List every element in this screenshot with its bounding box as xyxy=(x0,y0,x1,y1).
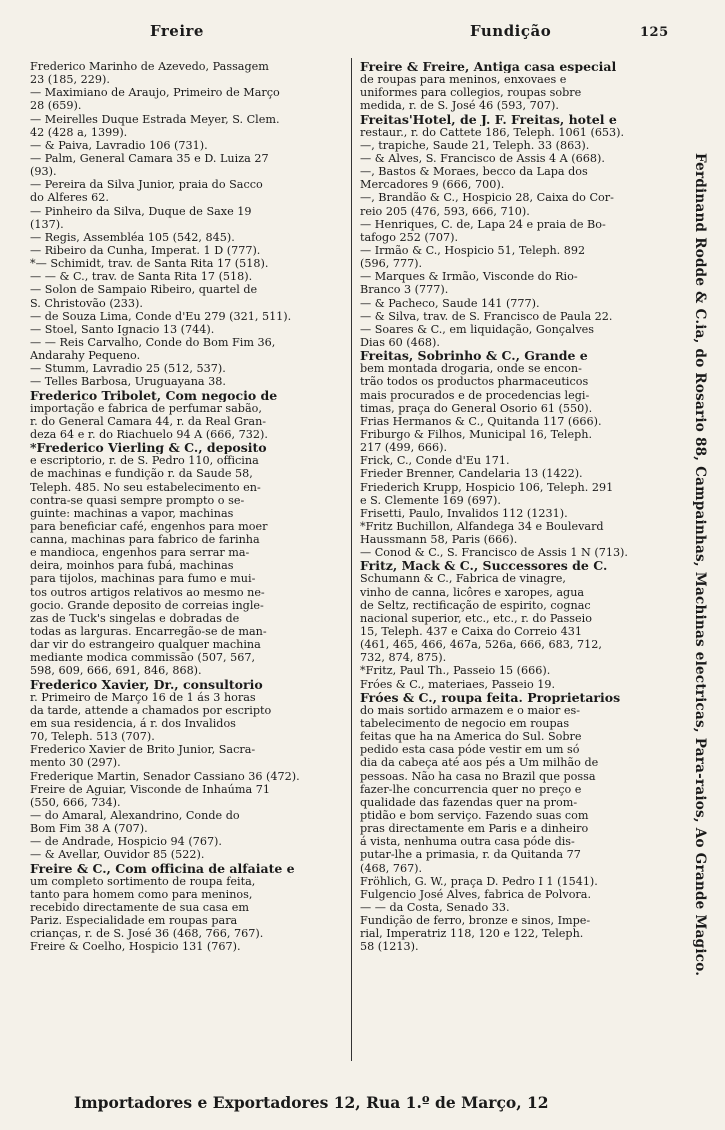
entry-heading-line: Freire & C., Com officina de alfaiate e xyxy=(30,861,295,875)
directory-line: — Regis, Assembléa 105 (542, 845). xyxy=(30,230,235,244)
entry-heading-line: *Frederico Vierling & C., deposito xyxy=(30,441,267,455)
directory-line: importação e fabrica de perfumar sabão, xyxy=(30,401,262,415)
directory-line: Friederich Krupp, Hospicio 106, Teleph. 291 xyxy=(360,480,614,494)
directory-line: feitas que ha na America do Sul. Sobre xyxy=(360,730,582,744)
directory-line: Freire de Aguiar, Visconde de Inhaúma 71 xyxy=(30,782,270,796)
directory-line: dar vir do estrangeiro qualquer machina xyxy=(30,638,261,652)
directory-line: Fulgencio José Alves, fabrica de Polvora. xyxy=(360,887,592,901)
directory-line: (93). xyxy=(30,165,57,179)
entry-heading-line: Fróes & C., roupa feita. Proprietarios xyxy=(360,690,621,704)
directory-line: e escriptorio, r. de S. Pedro 110, officina xyxy=(30,454,259,468)
directory-line: Frisetti, Paulo, Invalidos 112 (1231). xyxy=(360,506,568,520)
directory-line: mento 30 (297). xyxy=(30,756,121,770)
directory-line: Haussmann 58, Paris (666). xyxy=(360,533,518,547)
directory-line: 58 (1213). xyxy=(360,940,419,954)
directory-line: rial, Imperatriz 118, 120 e 122, Teleph. xyxy=(360,927,584,941)
directory-line: — Stoel, Santo Ignacio 13 (744). xyxy=(30,322,215,336)
directory-line: r. Primeiro de Março 16 de 1 ás 3 horas xyxy=(30,690,256,704)
directory-line: Teleph. 485. No seu estabelecimento en- xyxy=(30,480,261,494)
directory-line: — & Avellar, Ouvidor 85 (522). xyxy=(30,848,205,862)
directory-line: —, Bastos & Moraes, becco da Lapa dos xyxy=(360,165,588,179)
directory-line: —, trapiche, Saude 21, Teleph. 33 (863). xyxy=(360,138,590,152)
directory-line: — & Silva, trav. de S. Francisco de Paula 22. xyxy=(360,309,613,323)
directory-line: canna, machinas para fabrico de farinha xyxy=(30,533,260,547)
directory-line: putar-lhe a primasia, r. da Quitanda 77 xyxy=(360,848,581,862)
entry-heading-line: Frederico Tribolet, Com negocio de xyxy=(30,388,278,402)
directory-line: Frick, C., Conde d'Eu 171. xyxy=(360,454,510,468)
directory-line: — Pereira da Silva Junior, praia do Sacco xyxy=(30,178,263,192)
directory-line: pessoas. Não ha casa no Brazil que possa xyxy=(360,769,596,783)
directory-line: Fröhlich, G. W., praça D. Pedro I 1 (1541). xyxy=(360,874,598,888)
directory-line: — — & C., trav. de Santa Rita 17 (518). xyxy=(30,270,253,284)
directory-line: ptidão e bom serviço. Fazendo suas com xyxy=(360,809,589,823)
directory-line: — — Reis Carvalho, Conde do Bom Fim 36, xyxy=(30,335,276,349)
directory-line: tafogo 252 (707). xyxy=(360,230,459,244)
directory-line: vinho de canna, licôres e xaropes, agua xyxy=(360,585,585,599)
directory-line: bem montada drogaria, onde se encon- xyxy=(360,362,582,376)
directory-line: de machinas e fundição r. da Saude 58, xyxy=(30,467,253,481)
directory-line: Frieder Brenner, Candelaria 13 (1422). xyxy=(360,467,583,481)
directory-line: medida, r. de S. José 46 (593, 707). xyxy=(360,99,559,113)
directory-line: Frederico Marinho de Azevedo, Passagem xyxy=(30,60,269,73)
directory-line: Pariz. Especialidade em roupas para xyxy=(30,914,238,928)
directory-line: Dias 60 (468). xyxy=(360,335,440,349)
directory-line: 23 (185, 229). xyxy=(30,73,110,87)
entry-heading-line: Frederico Xavier, Dr., consultorio xyxy=(30,677,263,691)
directory-line: — Irmão & C., Hospicio 51, Teleph. 892 xyxy=(360,243,586,257)
directory-line: *— Schimidt, trav. de Santa Rita 17 (518). xyxy=(30,257,269,271)
directory-line: — & Alves, S. Francisco de Assis 4 A (668). xyxy=(360,151,605,165)
directory-line: nacional superior, etc., etc., r. do Passeio xyxy=(360,611,592,625)
directory-line: 28 (659). xyxy=(30,99,82,113)
directory-line: — Soares & C., em liquidação, Gonçalves xyxy=(360,322,594,336)
directory-line: — Stumm, Lavradio 25 (512, 537). xyxy=(30,362,226,376)
directory-line: — de Souza Lima, Conde d'Eu 279 (321, 511). xyxy=(30,309,292,323)
directory-line: do mais sortido armazem e o maior es- xyxy=(360,703,581,717)
directory-line: da tarde, attende a chamados por escripto xyxy=(30,703,272,717)
left-column xyxy=(30,60,348,954)
directory-line: (596, 777). xyxy=(360,257,423,271)
directory-line: 42 (428 a, 1399). xyxy=(30,125,128,139)
directory-line: 15, Teleph. 437 e Caixa do Correio 431 xyxy=(360,625,582,639)
directory-line: — Ribeiro da Cunha, Imperat. 1 D (777). xyxy=(30,243,261,257)
directory-line: — Palm, General Camara 35 e D. Luiza 27 xyxy=(30,151,269,165)
directory-line: (137). xyxy=(30,217,64,231)
directory-line: e S. Clemente 169 (697). xyxy=(360,493,501,507)
directory-line: — Solon de Sampaio Ribeiro, quartel de xyxy=(30,283,258,297)
directory-line: para beneficiar café, engenhos para moer xyxy=(30,519,268,533)
directory-line: trão todos os productos pharmaceuticos xyxy=(360,375,589,389)
directory-line: crianças, r. de S. José 36 (468, 766, 767). xyxy=(30,927,264,941)
directory-line: — Telles Barbosa, Uruguayana 38. xyxy=(30,375,226,389)
directory-line: reio 205 (476, 593, 666, 710). xyxy=(360,204,530,218)
directory-line: — Pinheiro da Silva, Duque de Saxe 19 xyxy=(30,204,252,218)
directory-line: um completo sortimento de roupa feita, xyxy=(30,874,256,888)
directory-line: — Maximiano de Araujo, Primeiro de Março xyxy=(30,86,280,100)
directory-line: fazer-lhe concurrencia quer no preço e xyxy=(360,782,582,796)
directory-line: Frias Hermanos & C., Quitanda 117 (666). xyxy=(360,414,602,428)
page-number: 125 xyxy=(640,25,669,40)
directory-line: — Conod & C., S. Francisco de Assis 1 N (713). xyxy=(360,546,628,560)
directory-line: Friburgo & Filhos, Municipal 16, Teleph. xyxy=(360,427,593,441)
directory-line: Freire & Coelho, Hospicio 131 (767). xyxy=(30,940,241,954)
side-advertisement xyxy=(683,45,717,1085)
directory-line: — de Andrade, Hospicio 94 (767). xyxy=(30,835,222,849)
directory-line: tos outros artigos relativos ao mesmo ne- xyxy=(30,585,265,599)
running-header-left: Freire xyxy=(150,22,204,40)
directory-line: (468, 767). xyxy=(360,861,423,875)
side-advertisement-text: Ferdinand Rodde & C.ia, do Rosario 88, Campainhas, Machinas electricas, Para-raios, Ao Grande Magico. xyxy=(692,153,708,977)
directory-line: S. Christovão (233). xyxy=(30,296,143,310)
directory-line: zas de Tuck's singelas e dobradas de xyxy=(30,611,240,625)
directory-line: restaur., r. do Cattete 186, Teleph. 1061 (653). xyxy=(360,125,625,139)
directory-line: deira, moinhos para fubá, machinas xyxy=(30,559,234,573)
directory-line: de Seltz, rectificação de espirito, cognac xyxy=(360,598,591,612)
directory-line: Mercadores 9 (666, 700). xyxy=(360,178,505,192)
directory-line: deza 64 e r. do Riachuelo 94 A (666, 732). xyxy=(30,427,268,441)
directory-line: — Meirelles Duque Estrada Meyer, S. Clem. xyxy=(30,112,280,126)
directory-line: uniformes para collegios, roupas sobre xyxy=(360,86,582,100)
directory-line: 217 (499, 666). xyxy=(360,441,448,455)
directory-line: pras directamente em Paris e a dinheiro xyxy=(360,822,589,836)
directory-line: Fundição de ferro, bronze e sinos, Impe- xyxy=(360,914,591,928)
directory-line: recebido directamente de sua casa em xyxy=(30,901,249,914)
directory-line: do Alferes 62. xyxy=(30,191,109,205)
entry-heading-line: Freire & Freire, Antiga casa especial xyxy=(360,60,617,74)
directory-line: Frederico Xavier de Brito Junior, Sacra- xyxy=(30,743,256,757)
directory-line: timas, praça do General Osorio 61 (550). xyxy=(360,401,593,415)
directory-line: gocio. Grande deposito de correias ingle- xyxy=(30,598,264,612)
directory-line: em sua residencia, á r. dos Invalidos xyxy=(30,717,236,731)
directory-line: — do Amaral, Alexandrino, Conde do xyxy=(30,809,240,823)
directory-line: á vista, nenhuma outra casa póde dis- xyxy=(360,835,575,849)
directory-line: Fróes & C., materiaes, Passeio 19. xyxy=(360,677,556,691)
directory-line: e mandioca, engenhos para serrar ma- xyxy=(30,546,250,560)
directory-line: contra-se quasi sempre prompto o se- xyxy=(30,493,245,507)
right-column xyxy=(360,60,682,954)
directory-line: 70, Teleph. 513 (707). xyxy=(30,730,155,744)
directory-line: qualidade das fazendas quer na prom- xyxy=(360,795,578,809)
directory-line: *Fritz Buchillon, Alfandega 34 e Boulevard xyxy=(360,519,604,533)
directory-line: dia da cabeça até aos pés a Um milhão de xyxy=(360,756,599,770)
entry-heading-line: Freitas'Hotel, de J. F. Freitas, hotel e xyxy=(360,112,617,126)
entry-heading-line: Fritz, Mack & C., Successores de C. xyxy=(360,559,608,573)
directory-line: Schumann & C., Fabrica de vinagre, xyxy=(360,572,566,586)
directory-line: pedido esta casa póde vestir em um só xyxy=(360,743,580,757)
column-divider xyxy=(351,58,352,1061)
directory-line: (461, 465, 466, 467a, 526a, 666, 683, 712, xyxy=(360,638,602,652)
directory-line: —, Brandão & C., Hospicio 28, Caixa do Cor- xyxy=(360,191,614,205)
directory-line: (550, 666, 734). xyxy=(30,795,121,809)
directory-line: todas as larguras. Encarregão-se de man- xyxy=(30,625,267,639)
directory-line: 732, 874, 875). xyxy=(360,651,447,665)
directory-line: tabelecimento de negocio em roupas xyxy=(360,717,570,731)
directory-line: Andarahy Pequeno. xyxy=(30,349,141,363)
directory-line: para tijolos, machinas para fumo e mui- xyxy=(30,572,256,586)
directory-line: — & Paiva, Lavradio 106 (731). xyxy=(30,138,208,152)
directory-line: guinte: machinas a vapor, machinas xyxy=(30,506,234,520)
directory-line: *Fritz, Paul Th., Passeio 15 (666). xyxy=(360,664,551,678)
directory-line: de roupas para meninos, enxovaes e xyxy=(360,73,567,87)
directory-line: Bom Fim 38 A (707). xyxy=(30,822,148,836)
running-header-center: Fundição xyxy=(470,22,552,40)
directory-line: — — da Costa, Senado 33. xyxy=(360,901,510,914)
directory-line: mediante modica commissão (507, 567, xyxy=(30,651,256,665)
directory-line: — Marques & Irmão, Visconde do Rio- xyxy=(360,270,578,284)
footer-advertisement: Importadores e Exportadores 12, Rua 1.º de Março, 12 xyxy=(74,1093,549,1112)
directory-line: Branco 3 (777). xyxy=(360,283,449,297)
directory-line: — & Pacheco, Saude 141 (777). xyxy=(360,296,540,310)
directory-line: — Henriques, C. de, Lapa 24 e praia de Bo- xyxy=(360,217,606,231)
directory-line: mais procurados e de procedencias legi- xyxy=(360,388,590,402)
directory-line: Frederique Martin, Senador Cassiano 36 (472). xyxy=(30,769,300,783)
entry-heading-line: Freitas, Sobrinho & C., Grande e xyxy=(360,349,588,363)
directory-line: tanto para homem como para meninos, xyxy=(30,887,253,901)
directory-line: r. do General Camara 44, r. da Real Gran- xyxy=(30,414,267,428)
directory-line: 598, 609, 666, 691, 846, 868). xyxy=(30,664,202,678)
